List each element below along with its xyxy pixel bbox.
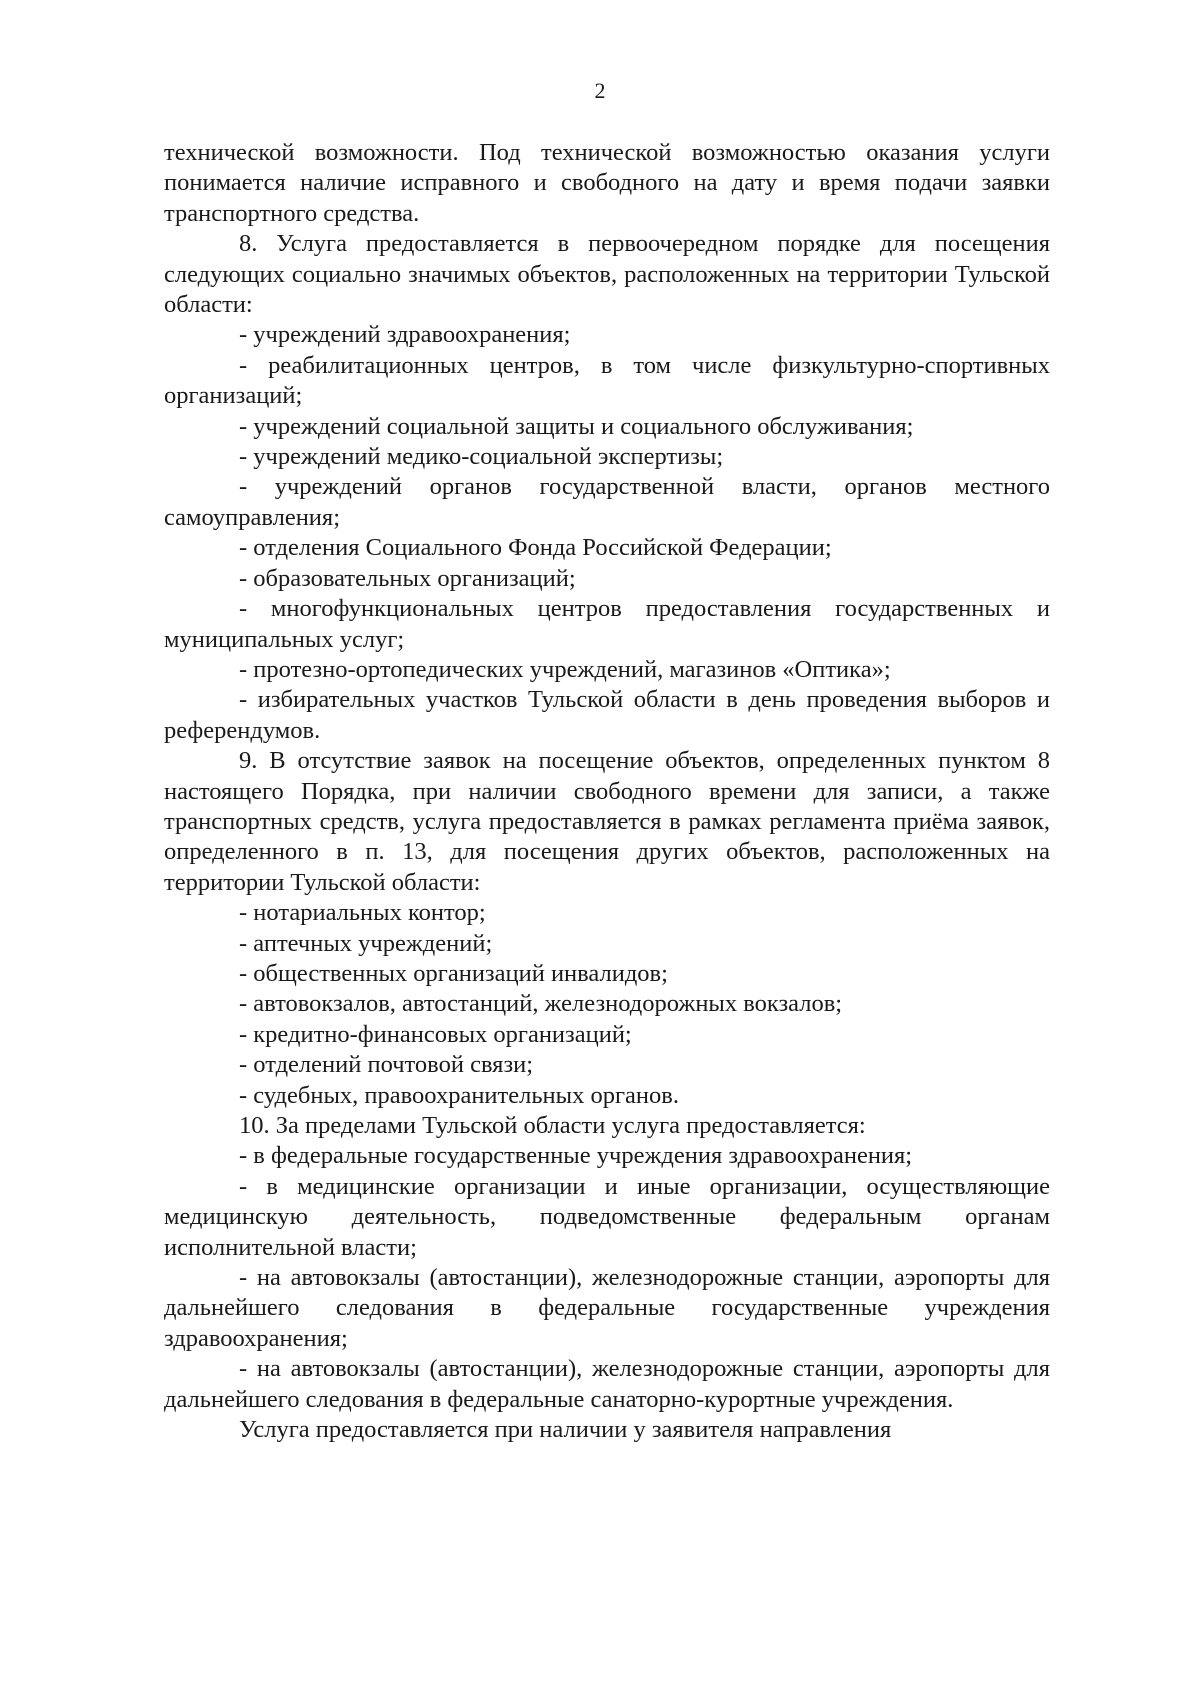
list-item: - многофункциональных центров предоставления государственных и муниципальных услуг; [164, 595, 1050, 653]
paragraph-final: Услуга предоставляется при наличии у заявителя направления [239, 1416, 892, 1444]
list-item: - автовокзалов, автостанций, железнодорожных вокзалов; [239, 990, 843, 1018]
list-item: - реабилитационных центров, в том числе физкультурно-спортивных организаций; [164, 351, 1050, 410]
list-item: - протезно-ортопедических учреждений, магазинов «Оптика»; [239, 655, 891, 683]
list-item: - в медицинские организации и иные организации, осуществляющие медицинскую деятельность, подведомственные федеральным органам исполнительной власти; [164, 1172, 1050, 1261]
list-item: - отделения Социального Фонда Российской Федерации; [239, 534, 832, 562]
list-item: - учреждений здравоохранения; [239, 321, 571, 349]
list-item: - судебных, правоохранительных органов. [239, 1081, 679, 1109]
list-item: - нотариальных контор; [239, 899, 486, 927]
list-item: - на автовокзалы (автостанции), железнодорожные станции, аэропорты для дальнейшего следования в федеральные санаторно-курортные учреждения. [164, 1355, 1050, 1413]
paragraph-item-8: 8. Услуга предоставляется в первоочередном порядке для посещения следующих социально значимых объектов, расположенных на территории Тульской области: [164, 230, 1050, 319]
list-item: - на автовокзалы (автостанции), железнодорожные станции, аэропорты для дальнейшего следования в федеральные государственные учреждения здравоохранения; [164, 1264, 1050, 1352]
list-item: - в федеральные государственные учреждения здравоохранения; [239, 1142, 913, 1170]
list-item: - учреждений медико-социальной экспертизы; [239, 443, 724, 471]
paragraph-item-9: 9. В отсутствие заявок на посещение объектов, определенных пунктом 8 настоящего Порядка, при наличии свободного времени для записи, а также транспортных средств, услуга предоставляется в рамках регламента приёма заявок, определенного в п. 13, для посещения других объектов, расположенных на территории Тульской области: [164, 747, 1050, 896]
document-body [164, 138, 1050, 1445]
list-item: - аптечных учреждений; [239, 929, 493, 957]
paragraph-continuation: технической возможности. Под технической возможностью оказания услуги понимается наличие исправного и свободного на дату и время подачи заявки транспортного средства. [164, 139, 1050, 227]
list-item: - отделений почтовой связи; [239, 1051, 534, 1079]
list-item: - образовательных организаций; [239, 564, 576, 592]
list-item: - кредитно-финансовых организаций; [239, 1020, 632, 1048]
list-item: - общественных организаций инвалидов; [239, 959, 668, 987]
paragraph-item-10: 10. За пределами Тульской области услуга предоставляется: [239, 1112, 866, 1139]
list-item: - избирательных участков Тульской области в день проведения выборов и референдумов. [164, 686, 1050, 744]
list-item: - учреждений органов государственной власти, органов местного самоуправления; [164, 473, 1050, 531]
list-item: - учреждений социальной защиты и социального обслуживания; [239, 412, 914, 440]
page-number: 2 [594, 78, 606, 103]
